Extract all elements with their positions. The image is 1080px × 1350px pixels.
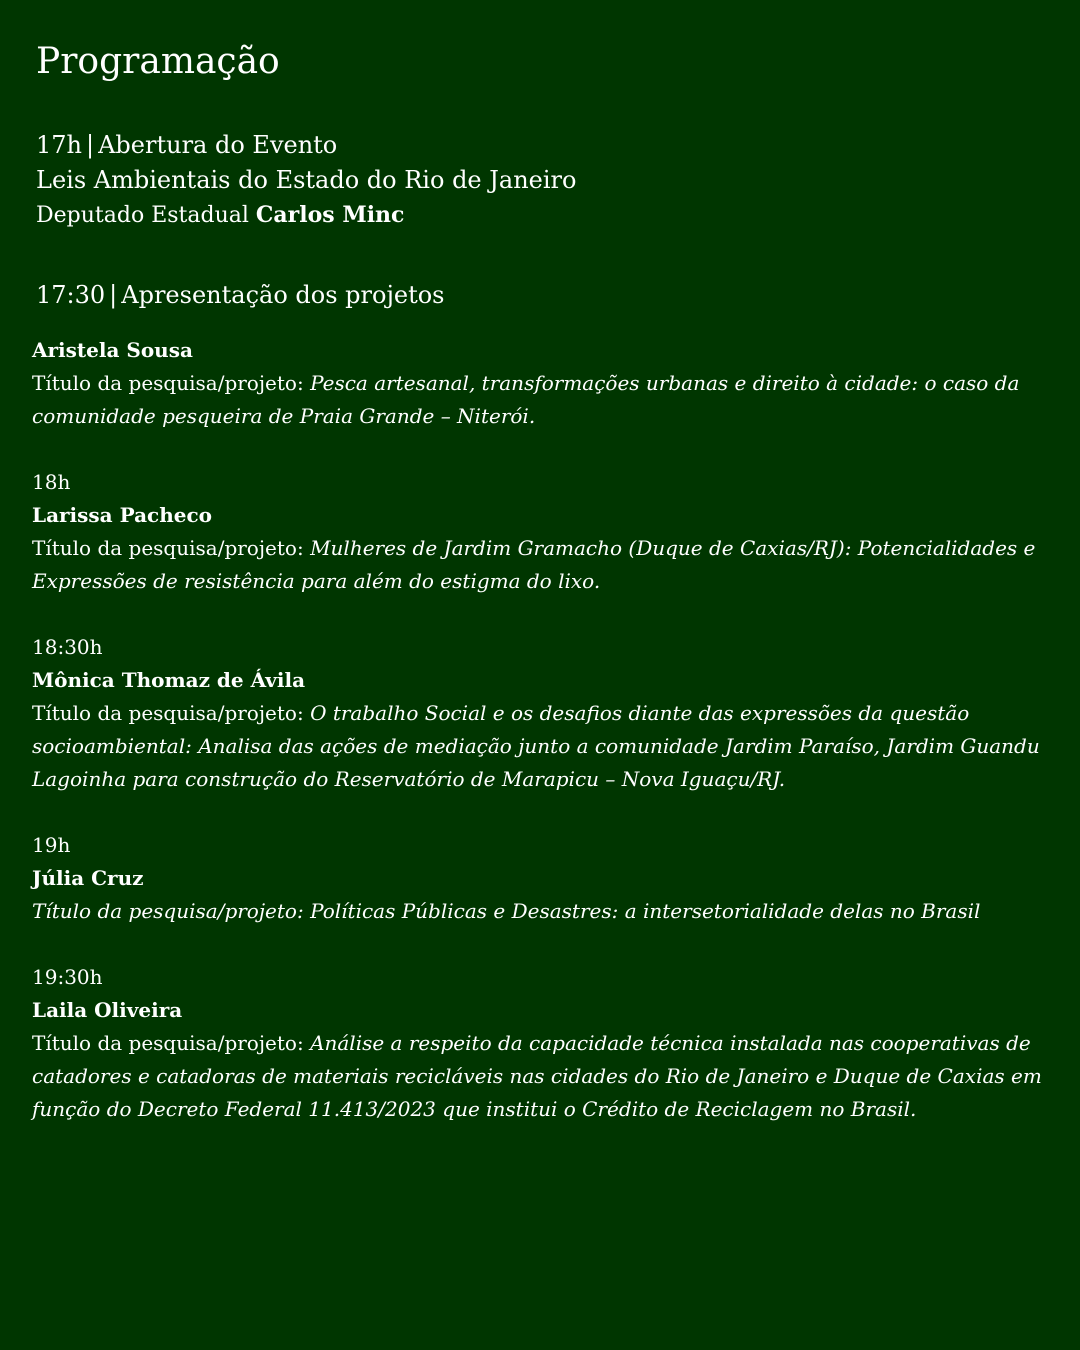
item-time: 18:30h xyxy=(32,635,103,659)
project-description xyxy=(32,1027,1056,1126)
presentations-heading xyxy=(36,277,445,313)
presentations-label: Apresentação dos projetos xyxy=(121,281,445,309)
presentations-separator: | xyxy=(109,281,118,309)
schedule-item xyxy=(32,334,1056,433)
project-title-prefix: Título da pesquisa/projeto: xyxy=(32,899,304,923)
project-title: Análise a respeito da capacidade técnica instalada nas cooperativas de catadores e catadoras de materiais recicláveis nas cidades do Rio de Janeiro e Duque de Caxias em função do Decreto Federal 11.413/2023 que institui o Crédito de Reciclagem no Brasil. xyxy=(32,1031,1042,1121)
presenter-name: Júlia Cruz xyxy=(32,866,144,890)
project-description xyxy=(32,697,1056,796)
presentations-time: 17:30 xyxy=(36,281,106,309)
opening-time: 17h xyxy=(36,131,82,159)
opening-separator: | xyxy=(86,131,95,159)
schedule-list xyxy=(32,334,1056,1159)
project-title-prefix: Título da pesquisa/projeto: xyxy=(32,701,304,725)
presenter-name: Mônica Thomaz de Ávila xyxy=(32,668,306,692)
item-time: 19:30h xyxy=(32,965,103,989)
opening-topic: Leis Ambientais do Estado do Rio de Janeiro xyxy=(36,166,577,194)
schedule-item xyxy=(32,631,1056,796)
speaker-name: Carlos Minc xyxy=(255,202,405,228)
item-time: 19h xyxy=(32,833,71,857)
project-description xyxy=(32,367,1056,433)
project-title: O trabalho Social e os desafios diante das expressões da questão socioambiental: Analisa das ações de mediação junto a comunidade Jardim Paraíso, Jardim Guandu Lagoinha para construção do Reservatório de Marapicu – Nova Iguaçu/RJ. xyxy=(32,701,1040,791)
project-title: Políticas Públicas e Desastres: a intersetorialidade delas no Brasil xyxy=(310,899,981,923)
presenter-name: Larissa Pacheco xyxy=(32,503,213,527)
item-time: 18h xyxy=(32,470,71,494)
project-title-prefix: Título da pesquisa/projeto: xyxy=(32,536,304,560)
presenter-name: Laila Oliveira xyxy=(32,998,183,1022)
opening-label: Abertura do Evento xyxy=(98,131,338,159)
project-description xyxy=(32,895,1056,928)
schedule-item xyxy=(32,829,1056,928)
project-description xyxy=(32,532,1056,598)
page-title: Programação xyxy=(36,41,280,82)
opening-heading xyxy=(36,128,576,163)
project-title-prefix: Título da pesquisa/projeto: xyxy=(32,1031,304,1055)
project-title: Pesca artesanal, transformações urbanas e direito à cidade: o caso da comunidade pesqueira de Praia Grande – Niterói. xyxy=(32,371,1020,428)
presenter-name: Aristela Sousa xyxy=(32,338,193,362)
schedule-item xyxy=(32,466,1056,598)
project-title: Mulheres de Jardim Gramacho (Duque de Caxias/RJ): Potencialidades e Expressões de resistência para além do estigma do lixo. xyxy=(32,536,1036,593)
opening-speaker xyxy=(36,198,576,233)
schedule-item xyxy=(32,961,1056,1126)
project-title-prefix: Título da pesquisa/projeto: xyxy=(32,371,304,395)
speaker-role: Deputado Estadual xyxy=(36,203,249,228)
opening-block xyxy=(36,128,576,233)
